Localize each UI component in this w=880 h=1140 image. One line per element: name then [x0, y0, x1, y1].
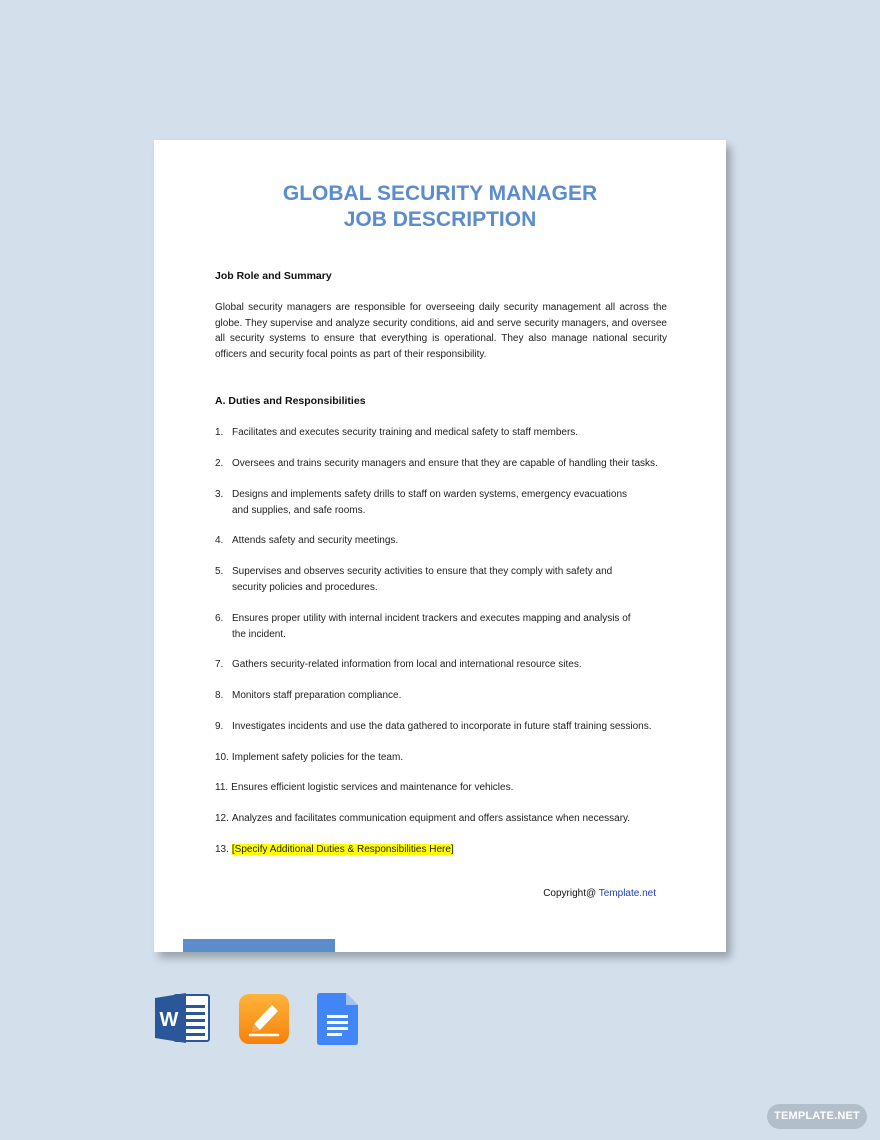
- duty-item: [215, 811, 675, 827]
- duty-item: [215, 842, 675, 858]
- duty-number: 6.: [215, 613, 224, 624]
- duty-text: Monitors staff preparation compliance.: [232, 690, 402, 701]
- duty-item: [215, 657, 675, 673]
- duty-text: Oversees and trains security managers and ensure that they are capable of handling their tasks.: [232, 458, 658, 469]
- duty-number: 11.: [215, 782, 229, 793]
- word-icon[interactable]: [155, 993, 211, 1048]
- duty-number: 2.: [215, 458, 224, 469]
- duty-number: 9.: [215, 721, 224, 732]
- word-letter: W: [159, 1009, 179, 1031]
- duty-number: 1.: [215, 427, 224, 438]
- document-title: [154, 181, 726, 233]
- duty-text: Attends safety and security meetings.: [232, 535, 399, 546]
- google-docs-icon[interactable]: [317, 993, 359, 1050]
- placeholder-highlight-text[interactable]: [Specify Additional Duties & Responsibilities Here]: [231, 844, 454, 855]
- template-net-link[interactable]: Template.net: [598, 888, 656, 899]
- pages-icon[interactable]: [238, 993, 290, 1050]
- duties-heading: A. Duties and Responsibilities: [215, 395, 366, 407]
- duty-number: 12.: [215, 813, 229, 824]
- copyright-prefix: Copyright@: [543, 888, 599, 899]
- duty-text: Designs and implements safety drills to staff on warden systems, emergency evacuations and supplies, and safe rooms.: [232, 489, 627, 516]
- duty-item: [215, 564, 675, 595]
- duty-item: [215, 688, 675, 704]
- duty-number: 8.: [215, 690, 224, 701]
- title-line-2: JOB DESCRIPTION: [343, 208, 537, 231]
- duty-number: 3.: [215, 489, 224, 500]
- duty-item: [215, 425, 675, 441]
- copyright-notice: [543, 888, 656, 899]
- duty-item: [215, 611, 675, 642]
- summary-heading: Job Role and Summary: [215, 270, 332, 282]
- duty-text: Investigates incidents and use the data gathered to incorporate in future staff training sessions.: [232, 721, 652, 732]
- duty-number: 7.: [215, 659, 224, 670]
- document-page: [154, 140, 726, 952]
- duty-text: Analyzes and facilitates communication equipment and offers assistance when necessary.: [231, 813, 631, 824]
- duty-item: [215, 750, 675, 766]
- duty-text: Facilitates and executes security training and medical safety to staff members.: [232, 427, 579, 438]
- duty-number: 13.: [215, 844, 229, 855]
- duty-item: [215, 533, 675, 549]
- duty-item: [215, 487, 675, 518]
- duty-text: Ensures efficient logistic services and maintenance for vehicles.: [231, 782, 514, 793]
- title-line-1: GLOBAL SECURITY MANAGER: [282, 182, 598, 205]
- duty-number: 10.: [215, 752, 229, 763]
- duty-item: [215, 719, 675, 735]
- duty-item: [215, 780, 675, 796]
- duty-text: Implement safety policies for the team.: [231, 752, 404, 763]
- duty-text: Ensures proper utility with internal incident trackers and executes mapping and analysis of the incident.: [232, 613, 631, 640]
- duty-number: 5.: [215, 566, 224, 577]
- template-net-badge: TEMPLATE.NET: [767, 1104, 867, 1129]
- duty-item: [215, 456, 675, 472]
- page-accent-bar: [183, 939, 335, 952]
- duty-number: 4.: [215, 535, 224, 546]
- duty-text: Supervises and observes security activities to ensure that they comply with safety and security policies and procedures.: [232, 566, 613, 593]
- summary-text: Global security managers are responsible for overseeing daily security management all across the globe. They supervise and analyze security conditions, aid and serve security managers, and oversee all security systems to ensure that everything is operational. They also manage national security officers and security focal points as part of their responsibility.: [215, 302, 667, 360]
- duty-text: Gathers security-related information from local and international resource sites.: [232, 659, 582, 670]
